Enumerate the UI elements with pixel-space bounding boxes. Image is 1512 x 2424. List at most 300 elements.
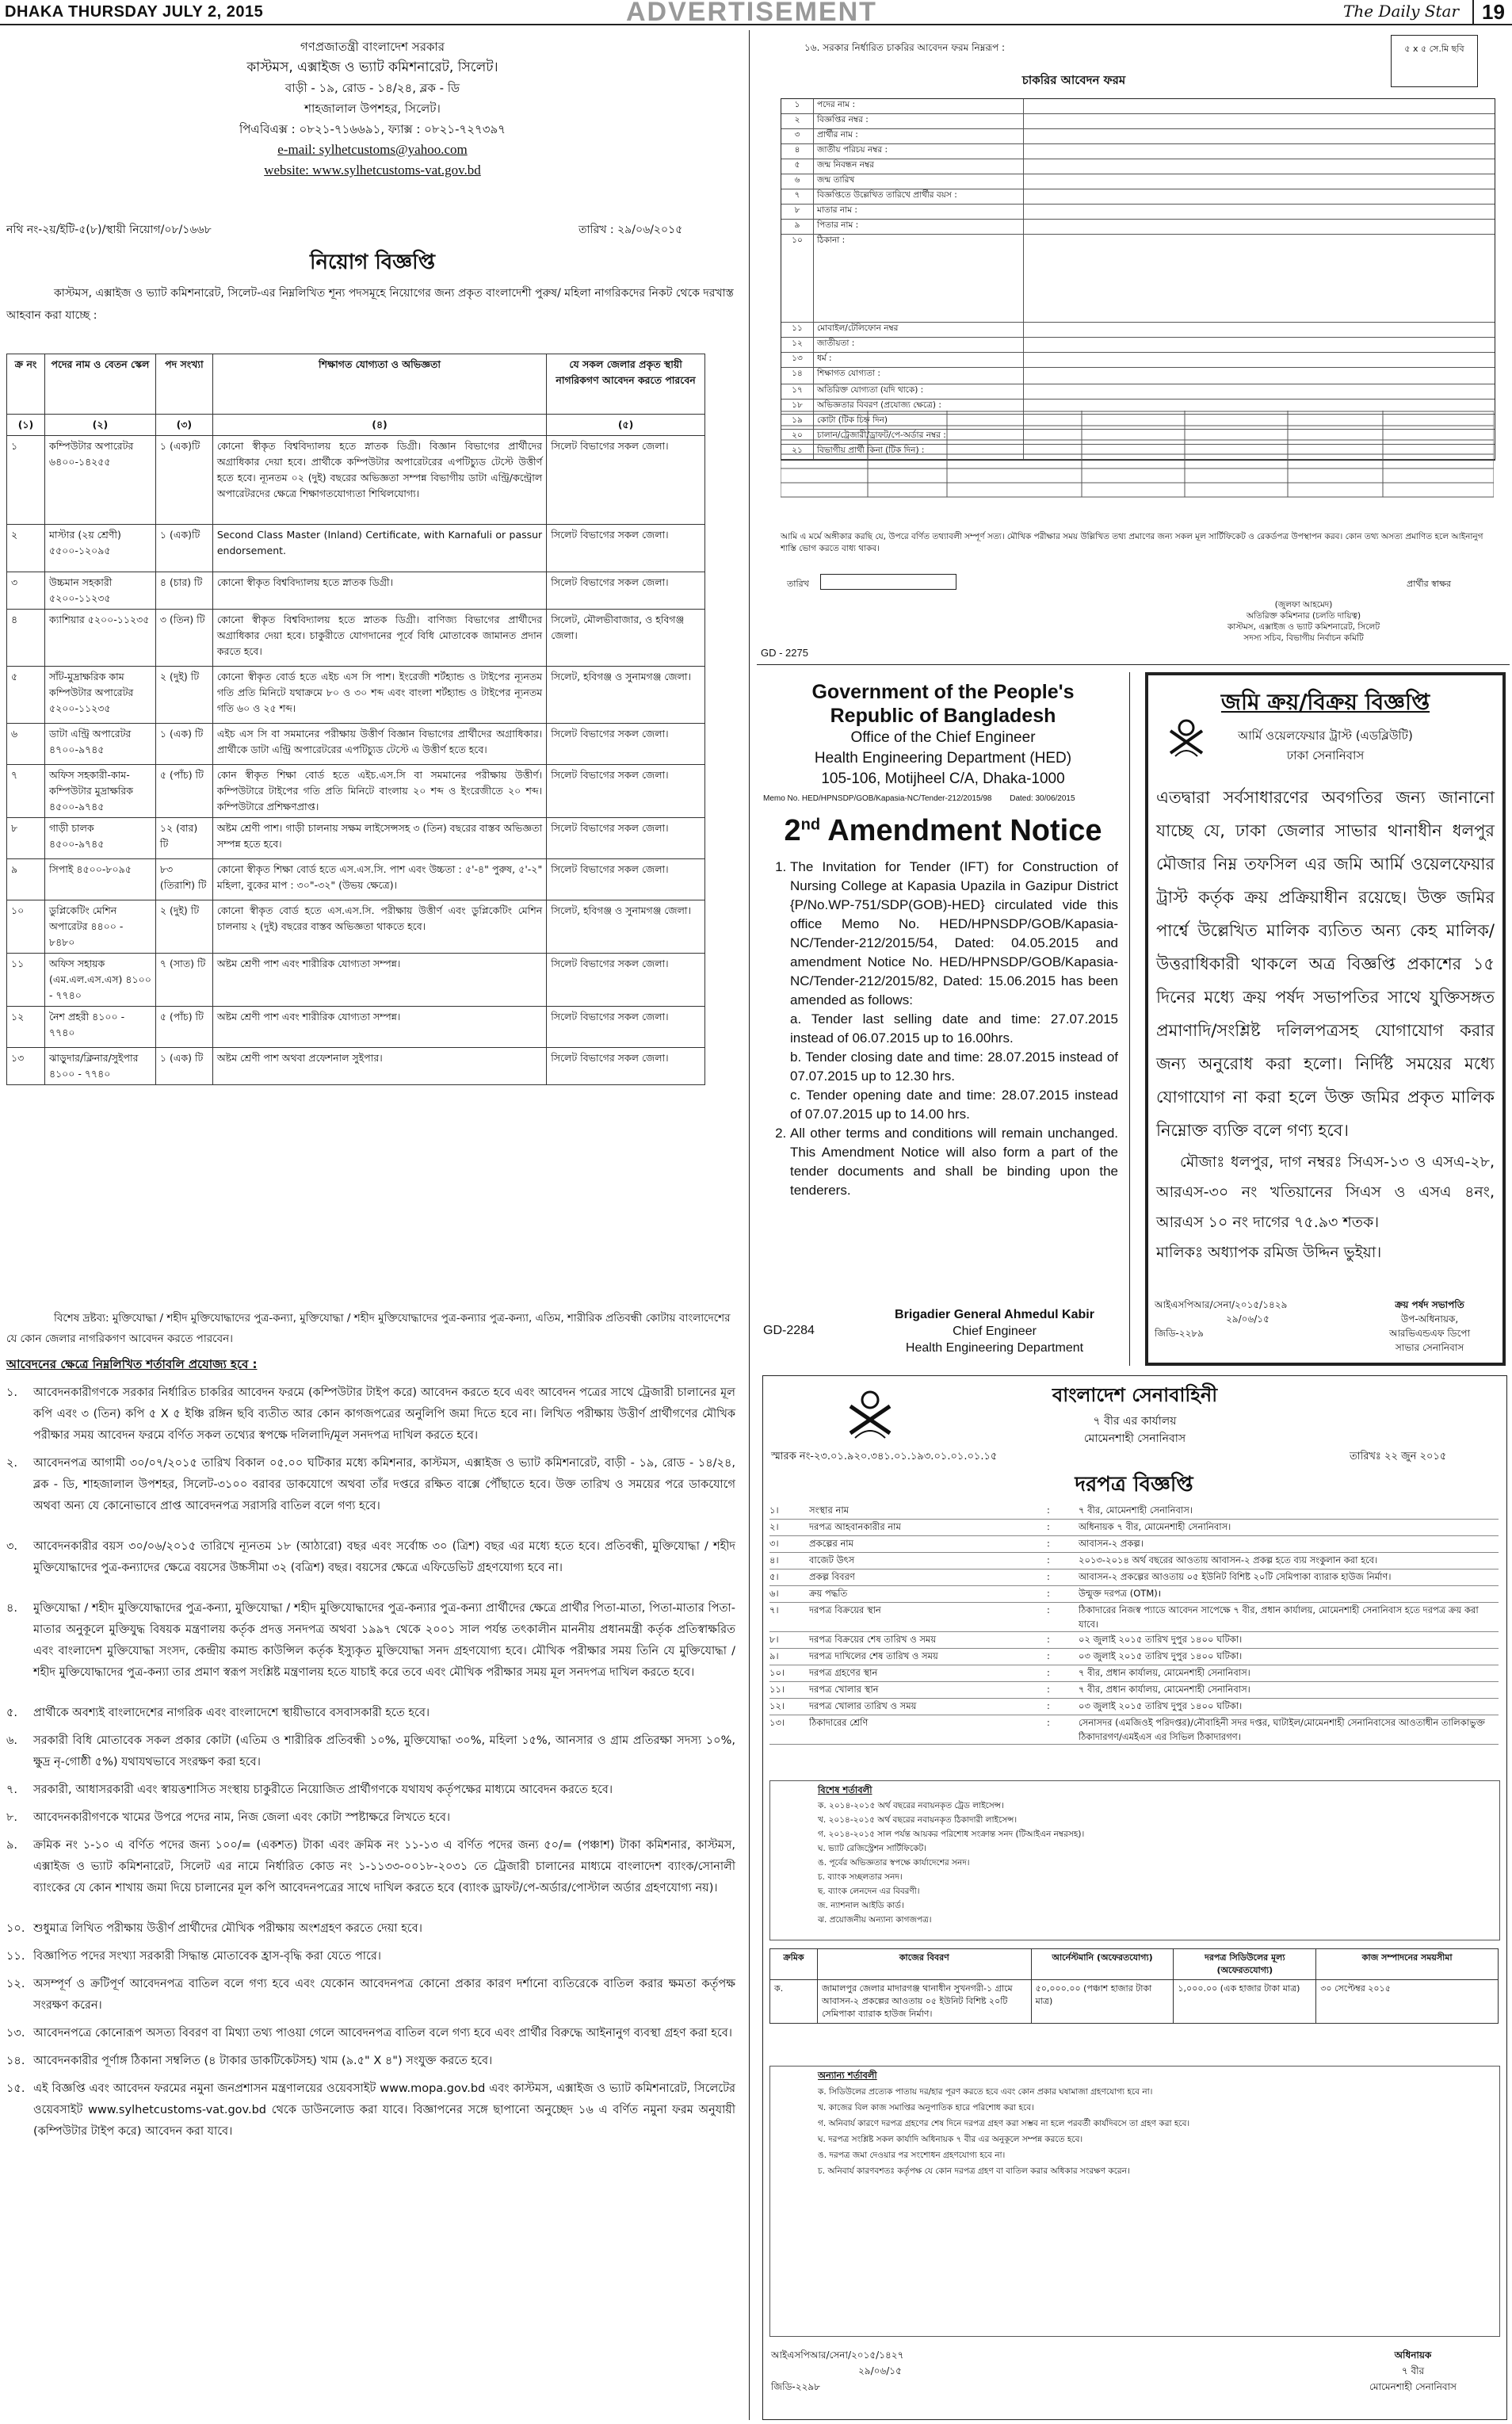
hed-memo-row (763, 794, 1123, 803)
hed-sign-name: Brigadier General Ahmedul Kabir (895, 1308, 1094, 1321)
form-row-number: ৫ (781, 159, 814, 174)
army-row-label: প্রকল্পের নাম (809, 1538, 854, 1549)
condition-item (6, 1453, 735, 1517)
work-header-row (770, 1949, 1499, 1980)
table-cell: অফিস সহকারী-কাম-কম্পিউটার মুদ্রাক্ষরিক ৪৫০০-৯৭৪৫ (44, 765, 155, 818)
army-row-value: ০২ জুলাই ২০১৫ তারিখ দুপুর ১৪০০ ঘটিকা। (1079, 1634, 1243, 1645)
col-header: পদ সংখ্যা (155, 354, 212, 415)
army-special-box (769, 1780, 1500, 1940)
work-col-header: দরপত্র সিডিউলের মূল্য (অফেরতযোগ্য) (1174, 1949, 1316, 1980)
form-field[interactable] (1024, 205, 1495, 219)
table-cell: সিলেট বিভাগের সকল জেলা। (547, 765, 705, 818)
form-date-label: তারিখ (787, 579, 809, 589)
col-header: ক্র নং (7, 354, 45, 415)
table-cell: সিপাই ৪৫০০-৮০৯৫ (44, 859, 155, 900)
form-row-label: পিতার নাম : (814, 220, 1024, 234)
form-officer (1201, 599, 1407, 644)
form-date-field[interactable] (820, 574, 956, 590)
table-cell: ১ (7, 436, 45, 525)
condition-item (6, 2078, 735, 2143)
hed-notice-text: Amendment Notice (827, 814, 1102, 847)
table-cell: অষ্টম শ্রেণী পাশ এবং শারীরিক যোগ্যতা সম্পন্ন। (212, 1007, 546, 1048)
table-cell: ৩ (তিন) টি (155, 610, 212, 667)
table-row (7, 610, 705, 667)
table-cell: গাড়ী চালক ৪৫০০-৯৭৪৫ (44, 818, 155, 859)
army-ref-no: আইএসপিআর/সেনা/২০১৫/১৪২৭ (771, 2349, 904, 2361)
army-row-colon: : (1047, 1571, 1050, 1582)
army-list-item: খ. কাজের বিল কাজ সমাপ্তির অনুপাতিক হারে পরিশোধ করা হবে। (818, 2103, 1034, 2112)
land-gd: জিডি-২২৮৯ (1155, 1328, 1204, 1339)
vacancy-table (6, 354, 705, 1085)
army-list-item: ঙ. দরপত্র জমা দেওয়ার পর সংশোধন গ্রহণযোগ্য হবে না। (818, 2151, 1006, 2160)
army-loc: মোমেনশাহী সেনানিবাস (1083, 1432, 1186, 1445)
form-signature: প্রার্থীর স্বাক্ষর (1407, 579, 1452, 589)
army-list-item: ছ. ব্যাংক লেনদেন এর বিবরণী। (818, 1887, 920, 1896)
condition-number: ৫. (6, 1707, 18, 1719)
army-row-colon: : (1047, 1634, 1050, 1645)
form-row-number: ২০ (781, 430, 814, 444)
photo-box: ৫ x ৫ সে.মি ছবি (1391, 35, 1478, 87)
table-row (7, 525, 705, 572)
army-special-list (770, 1799, 1499, 1927)
army-row-colon: : (1047, 1521, 1050, 1532)
form-row-label: জাতীয়তা : (814, 338, 1024, 352)
army-work-table-wrap (769, 1948, 1499, 2024)
hed-sign-dept: Health Engineering Department (905, 1341, 1084, 1355)
header-line: গণপ্রজাতন্ত্রী বাংলাদেশ সরকার (300, 40, 445, 54)
army-info-row (769, 1682, 1499, 1699)
table-row (7, 900, 705, 954)
form-gd: GD - 2275 (761, 647, 808, 659)
condition-number: ৭. (6, 1784, 18, 1796)
condition-number: ১৫. (6, 2082, 25, 2095)
table-cell: অফিস সহায়ক (এম.এল.এস.এস) ৪১০০ - ৭৭৪০ (44, 954, 155, 1007)
form-table (781, 98, 1495, 461)
customs-header (0, 36, 745, 181)
table-cell: ৩ (7, 572, 45, 610)
army-row-label: ক্রয় পদ্ধতি (809, 1588, 848, 1599)
table-cell: এইচ এস সি বা সমমানের পরীক্ষায় উত্তীর্ণ বিজ্ঞান বিভাগের প্রার্থীদের অগ্রাধিকার। প্রার্থীকে ডাটা এন্ট্রি অপারেটরের এপটিচ্যুড টেস্টে এ উত্তীর্ণ হতে হবে। (212, 724, 546, 765)
hed-item-text: All other terms and conditions will remain unchanged. This Amendment Notice will also form a part of the tender documents and shall be binding upon the tenderers. (790, 1126, 1118, 1198)
army-row-label: ঠিকাদারের শ্রেণি (809, 1717, 869, 1728)
hed-notice-sup: nd (800, 816, 821, 834)
army-row-colon: : (1047, 1667, 1050, 1678)
condition-text: সরকারী, আধাসরকারী এবং স্বায়ত্তশাসিত সংস্থায় চাকুরীতে নিয়োজিত প্রার্থীগণকে যথাযথ কর্তৃপক্ষের মাধ্যমে আবেদন করতে হবে। (33, 1784, 613, 1796)
condition-item (6, 1536, 735, 1579)
army-list-item: ক. ২০১৪-২০১৫ অর্থ বছরের নবায়নকৃত ট্রেড লাইসেন্স। (818, 1801, 1004, 1810)
table-cell: ডাটা এন্ট্রি অপারেটর ৪৭০০-৯৭৪৫ (44, 724, 155, 765)
army-crest-icon (842, 1386, 898, 1441)
header-line: বাড়ী - ১৯, রোড - ১৪/২৪, ব্লক - ডি (284, 81, 460, 95)
application-form (757, 30, 1510, 664)
army-info-row (769, 1649, 1499, 1665)
form-row-label: প্রার্থীর নাম : (814, 129, 1024, 143)
army-list-item: ক. সিডিউলের প্রত্যেক পাতায় দর/হার পূরণ করতে হবে এবং কোন প্রকার ঘষামাজা গ্রহণযোগ্য হবে না। (818, 2087, 1153, 2097)
table-index-row (7, 415, 705, 436)
table-cell: সিলেট, হবিগঞ্জ ও সুনামগঞ্জ জেলা। (547, 900, 705, 954)
army-row-number: ৯। (769, 1650, 779, 1661)
condition-text: আবেদনকারীগণকে খামের উপরে পদের নাম, নিজ জেলা এবং কোটা স্পষ্টাক্ষরে লিখতে হবে। (33, 1811, 451, 1824)
form-row-label: মোবাইল/টেলিফোন নম্বর (814, 323, 1024, 337)
condition-item (6, 1780, 735, 1801)
hed-sub: c. Tender opening date and time: 28.07.2015 instead of 07.07.2015 up to 14.00 hrs. (790, 1088, 1118, 1122)
army-row-label: দরপত্র খোলার স্থান (809, 1684, 879, 1695)
form-field[interactable] (1024, 189, 1495, 204)
army-signature (1334, 2347, 1492, 2395)
army-row-colon: : (1047, 1700, 1050, 1711)
army-row-colon: : (1047, 1717, 1050, 1728)
land-sign: ক্রয় পর্ষদ সভাপতি (1395, 1299, 1464, 1310)
table-cell: ৮৩ (তিরাশি) টি (155, 859, 212, 900)
table-cell: কোন স্বীকৃত শিক্ষা বোর্ড হতে এইচ.এস.সি বা সমমানের পরীক্ষায় উত্তীর্ণ। কম্পিউটারে টাইপের গতি প্রতি মিনিটে বাংলায় ২০ শব্দ ও ইংরেজীতে ২০ শব্দ। কম্পিউটারে প্রশিক্ষণপ্রাপ্ত। (212, 765, 546, 818)
table-cell: সাঁট-মুদ্রাক্ষরিক কাম কম্পিউটার অপারেটর ৫২০০-১১২৩৫ (44, 667, 155, 724)
army-row-value: সেনাসদর (এমজিওই পরিদপ্তর)/নৌবাহিনী সদর দপ্তর, ঘাটাইল/মোমেনশাহী সেনানিবাসের আওতাধীন তালিকাভুক্ত ঠিকাদারগণ/এমইএস এর সিভিল ঠিকাদারগণ। (1079, 1717, 1485, 1742)
table-row (7, 572, 705, 610)
land-mouza: মৌজাঃ ধলপুর, দাগ নম্বরঃ সিএস-১৩ ও এসএ-২৮, আরএস-৩০ নং খতিয়ানের সিএস ও এসএ ৪নং, আরএস ১০ নং দাগের ৭৫.৯৩ শতক। (1156, 1153, 1495, 1231)
form-row (781, 368, 1495, 384)
army-row-number: ৮। (769, 1634, 779, 1645)
table-cell: সিলেট বিভাগের সকল জেলা। (547, 525, 705, 572)
form-field[interactable] (1024, 159, 1495, 174)
army-other-list (770, 2084, 1499, 2179)
table-cell: উচ্চমান সহকারী ৫২০০-১১২৩৫ (44, 572, 155, 610)
army-row-value: উন্মুক্ত দরপত্র (OTM)। (1079, 1588, 1162, 1599)
condition-item (6, 1974, 735, 2017)
army-row-value: ২০১৩-২০১৪ অর্থ বছরের আওতায় আবাসন-২ প্রকল্প হতে ব্যয় সংকুলান করা হবে। (1079, 1554, 1378, 1566)
condition-number: ২. (6, 1457, 18, 1470)
land-sign: উপ-অধিনায়ক, (1400, 1313, 1459, 1325)
table-cell: কোনো স্বীকৃত বোর্ড হতে এস.এস.সি. পরীক্ষায় উত্তীর্ণ এবং ডুপ্লিকেটিং মেশিন চালনায় ২ (দুই) বছরের বাস্তব অভিজ্ঞতা থাকতে হবে। (212, 900, 546, 954)
army-title: বাংলাদেশ সেনাবাহিনী (1052, 1384, 1218, 1406)
hed-office: Office of the Chief Engineer (850, 729, 1036, 746)
form-row-label: অভিজ্ঞতার বিবরণ (প্রযোজ্য ক্ষেত্রে) : (814, 400, 1024, 414)
table-cell: কোনো স্বীকৃত বিশ্ববিদ্যালয় হতে স্নাতক ডিগ্রী। বিজ্ঞান বিভাগের প্রার্থীদের অগ্রাধিকার দেয়া হবে। প্রার্থীকে কম্পিউটার অপারেটরের এপটিচ্যুড টেস্টে উত্তীর্ণ হতে হবে। ন্যূনতম ০২ (দুই) বছরের অভিজ্ঞতা সম্পন্ন বিভাগীয় ডাটা এন্ট্রি/কন্ট্রোল অপারেটরদের ক্ষেত্রে শিক্ষাগতযোগ্যতা শিথিলযোগ্য। (212, 436, 546, 525)
work-cell: ১,০০০.০০ (এক হাজার টাকা মাত্র) (1174, 1980, 1316, 2024)
condition-number: ৮. (6, 1811, 18, 1824)
form-row-number: ৯ (781, 220, 814, 234)
form-field[interactable] (1024, 114, 1495, 128)
hed-memo-date: Dated: 30/06/2015 (1010, 794, 1075, 803)
form-row-label: চালান/ট্রেজারী/ড্রাফট/পে-অর্ডার নম্বর : (814, 430, 1024, 444)
table-cell: অষ্টম শ্রেণী পাশ এবং শারীরিক যোগ্যতা সম্পন্ন। (212, 954, 546, 1007)
form-row-label: ধর্ম : (814, 353, 1024, 367)
army-row-value: ঠিকাদারের নিজস্ব প্যাডে আবেদন সাপেক্ষে ৭ বীর, প্রধান কার্যালয়, মোমেনশাহী সেনানিবাস হতে দরপত্র ক্রয় করা যাবে। (1079, 1604, 1479, 1630)
table-cell: ১ (এক) টি (155, 1048, 212, 1085)
form-row-number: ১ (781, 99, 814, 113)
condition-number: ৩. (6, 1540, 18, 1553)
table-cell: ৯ (7, 859, 45, 900)
table-cell: সিলেট বিভাগের সকল জেলা। (547, 724, 705, 765)
table-cell: ১২ (বার) টি (155, 818, 212, 859)
form-field[interactable] (1024, 235, 1495, 322)
army-info-row (769, 1520, 1499, 1536)
table-cell: কোনো স্বীকৃত বোর্ড হতে এইচ এস সি পাশ। ইংরেজী শর্টহ্যান্ড ও টাইপের ন্যূনতম গতি প্রতি মিনিটে যথাক্রমে ৮০ ও ৩০ শব্দ এবং বাংলা শর্টহ্যান্ড ও টাইপের ন্যূনতম গতি ৬০ ও ২৫ শব্দ। (212, 667, 546, 724)
special-note: বিশেষ দ্রষ্টব্য: মুক্তিযোদ্ধা / শহীদ মুক্তিযোদ্ধাদের পুত্র-কন্যা, মুক্তিযোদ্ধা / শহীদ মুক্তিযোদ্ধাদের পুত্র-কন্যার পুত্র-কন্যা, এতিম, শারীরিক প্রতিবন্ধী কোটায় বাংলাদেশের যে কোন জেলার নাগরিকগণ আবেদন করতে পারবেন। (6, 1312, 731, 1345)
form-row-number: ২ (781, 114, 814, 128)
form-field[interactable] (1024, 353, 1495, 367)
army-ref (771, 2347, 903, 2395)
hed-title: Republic of Bangladesh (830, 705, 1056, 727)
form-row (781, 384, 1495, 400)
masthead-section: ADVERTISEMENT (626, 0, 877, 27)
form-row-number: ১৭ (781, 384, 814, 399)
table-cell: ১ (এক)টি (155, 436, 212, 525)
officer-name: (জুলফা আহমেদ) (1274, 600, 1333, 610)
land-body: এতদ্বারা সর্বসাধারণের অবগতির জন্য জানানো যাচ্ছে যে, ঢাকা জেলার সাভার থানাধীন ধলপুর মৌজার নিম্ন তফসিল এর জমি আর্মি ওয়েলফেয়ার ট্রাস্ট কর্তৃক ক্রয় প্রক্রিয়াধীন রয়েছে। উক্ত জমির পার্শ্বে উল্লেখিত মালিক ব্যতিত অন্য কেহ মালিক/উত্তরাধিকারী থাকলে অত্র বিজ্ঞপ্তি প্রকাশের ১৫ দিনের মধ্যে ক্রয় পর্ষদ সভাপতির সাথে যুক্তিসঙ্গত প্রমাণাদি/সংশ্লিষ্ট দলিলপত্রসহ যোগাযোগ করার জন্য অনুরোধ করা হলো। নির্দিষ্ট সময়ের মধ্যে যোগাযোগ না করা হলে উক্ত জমির প্রকৃত মালিক নিম্নোক্ত ব্যক্তি বলে গণ্য হবে। (1156, 788, 1495, 1140)
form-field[interactable] (1024, 144, 1495, 159)
form-row-number: ১০ (781, 235, 814, 322)
condition-text: প্রার্থীকে অবশ্যই বাংলাদেশের নাগরিক এবং বাংলাদেশে স্থায়ীভাবে বসবাসকারী হতে হবে। (33, 1707, 430, 1719)
army-sign: অধিনায়ক (1394, 2349, 1432, 2361)
army-info-table (769, 1503, 1499, 1745)
form-row-number: ১৪ (781, 368, 814, 384)
header-line: পিএবিএক্স : ০৮২১-৭১৬৬৯১, ফ্যাক্স : ০৮২১-৭২৭৩৯৭ (239, 122, 506, 136)
table-cell: সিলেট বিভাগের সকল জেলা। (547, 954, 705, 1007)
form-field[interactable] (1024, 129, 1495, 143)
form-row (781, 129, 1495, 144)
army-list-item: খ. ২০১৪-২০১৫ অর্থ বছরের নবায়নকৃত ঠিকাদারী লাইসেন্স। (818, 1815, 1018, 1825)
table-cell: সিলেট বিভাগের সকল জেলা। (547, 572, 705, 610)
form-row-number: ১৯ (781, 415, 814, 429)
table-cell: ৭ (7, 765, 45, 818)
army-row-number: ৫। (769, 1571, 779, 1582)
col-header: যে সকল জেলার প্রকৃত স্থায়ী নাগরিকগণ আবেদন করতে পারবেন (547, 354, 705, 415)
hed-gd: GD-2284 (763, 1324, 815, 1337)
table-cell: ৬ (7, 724, 45, 765)
table-cell: ১২ (7, 1007, 45, 1048)
hed-notice (757, 672, 1130, 1366)
condition-item (6, 2051, 735, 2072)
form-row-label: বিভাগীয় প্রার্থী কিনা (টিক দিন) : (814, 445, 1024, 459)
table-header-row (7, 354, 705, 415)
work-cell: জামালপুর জেলার মাদারগঞ্জ থানাধীন সুখনগরী-১ গ্রামে আবাসন-২ প্রকল্পের আওতায় ০৫ ইউনিট বিশিষ্ট ২০টি সেমিপাকা ব্যারাক হাউজ নির্মাণ। (817, 1980, 1031, 2024)
hed-notice-title (757, 814, 1129, 848)
table-cell: ২ (7, 525, 45, 572)
condition-item (6, 2023, 735, 2044)
army-info-row (769, 1699, 1499, 1715)
email-link[interactable]: e-mail: sylhetcustoms@yahoo.com (277, 142, 468, 157)
form-row-label: ঠিকানা : (814, 235, 1024, 322)
army-row-value: আবাসন-২ প্রকল্প। (1079, 1538, 1144, 1549)
table-cell: ৫ (7, 667, 45, 724)
condition-item (6, 1703, 735, 1724)
condition-text: শুধুমাত্র লিখিত পরীক্ষায় উত্তীর্ণ প্রার্থীদের মৌখিক পরীক্ষায় অংশগ্রহণ করতে দেয়া হবে। (33, 1922, 422, 1935)
form-row (781, 174, 1495, 189)
army-row-colon: : (1047, 1554, 1050, 1566)
army-row-label: দরপত্র বিক্রয়ের স্থান (809, 1604, 881, 1615)
memo-date: তারিখ : ২৯/০৬/২০১৫ (578, 224, 683, 236)
condition-number: ১২. (6, 1978, 25, 1990)
table-cell: অষ্টম শ্রেণী পাশ অথবা প্রফেশনাল সুইপার। (212, 1048, 546, 1085)
land-owner: মালিকঃ অধ্যাপক রমিজ উদ্দিন ভুইয়া। (1156, 1244, 1382, 1261)
table-cell: সিলেট, মৌলভীবাজার, ও হবিগঞ্জ জেলা। (547, 610, 705, 667)
form-row (781, 159, 1495, 174)
army-row-value: আবাসন-২ প্রকল্পের আওতায় ০৫ ইউনিট বিশিষ্ট ২০টি সেমিপাকা ব্যারাক হাউজ নির্মাণ। (1079, 1571, 1392, 1582)
form-field[interactable] (1024, 174, 1495, 189)
army-work-table (769, 1948, 1499, 2024)
table-cell: ৫ (পাঁচ) টি (155, 765, 212, 818)
form-field[interactable] (1024, 99, 1495, 113)
form-row-label: বিজ্ঞপ্তিতে উল্লেখিত তারিখে প্রার্থীর বয়স : (814, 189, 1024, 204)
army-row-colon: : (1047, 1538, 1050, 1549)
army-list-item: গ. ২০১৪-২০১৫ সাল পর্যন্ত আয়কর পরিশোধ সংক্রান্ত সনদ (টিআইএন নম্বরসহ)। (818, 1829, 1085, 1839)
army-sign: ৭ বীর (1401, 2365, 1425, 2376)
army-row-label: দরপত্র গ্রহণের স্থান (809, 1667, 878, 1678)
condition-number: ১০. (6, 1922, 25, 1935)
army-list-item: চ. অনিবার্য কারণবশতঃ কর্তৃপক্ষ যে কোন দরপত্র গ্রহণ বা বাতিল করার অধিকার সংরক্ষণ করেন। (818, 2166, 1130, 2176)
condition-item (6, 1730, 735, 1773)
table-row (7, 724, 705, 765)
table-row (7, 1007, 705, 1048)
army-memo: স্মারক নং-২৩.০১.৯২০.৩৪১.০১.১৯৩.০১.০১.০১.১৫ (771, 1451, 998, 1462)
form-row-label: অতিরিক্ত যোগ্যতা (যদি থাকে) : (814, 384, 1024, 399)
hed-item (790, 1124, 1118, 1200)
army-date: তারিখঃ ২২ জুন ২০১৫ (1350, 1451, 1447, 1462)
page-number: 19 (1472, 0, 1505, 25)
table-cell: ক্যাশিয়ার ৫২০০-১১২৩৫ (44, 610, 155, 667)
condition-text: আবেদনকারীর পূর্ণাঙ্গ ঠিকানা সম্বলিত (৪ টাকার ডাকটিকেটসহ) খাম (৯.৫" X ৪") সংযুক্ত করতে হবে। (33, 2055, 493, 2067)
customs-ad (0, 30, 745, 2420)
army-info-row (769, 1536, 1499, 1553)
work-cell: ৫০,০০০.০০ (পঞ্চাশ হাজার টাকা মাত্র) (1031, 1980, 1174, 2024)
army-row-number: ১। (769, 1504, 779, 1516)
table-cell: মাস্টার (২য় শ্রেণী) ৫৫০০-১২০৯৫ (44, 525, 155, 572)
form-row-number: ১৮ (781, 400, 814, 414)
condition-text: ক্রমিক নং ১-১০ এ বর্ণিত পদের জন্য ১০০/= (একশত) টাকা এবং ক্রমিক নং ১১-১৩ এ বর্ণিত পদের জন্য ৫০/= (পঞ্চাশ) টাকা কমিশনার, কাস্টমস, এক্সাইজ ও ভ্যাট কমিশনারেট, সিলেট এর নামে নির্ধারিত কোড নং ১-১১৩৩-০০১৮-২০৩১ তে ট্রেজারী চালানের মাধ্যমে বাংলাদেশ ব্যাংক/সোনালী ব্যাংকের যে কোন শাখায় জমা দিয়ে চালানের মূল কপি আবেদনপত্রের সাথে দাখিল করতে হবে (ব্যাংক ড্রাফট/পে-অর্ডার/পোস্টাল অর্ডার গ্রহণযোগ্য নয়)। (33, 1839, 735, 1894)
form-row-label: মাতার নাম : (814, 205, 1024, 219)
army-row-colon: : (1047, 1684, 1050, 1695)
table-cell: ৫ (পাঁচ) টি (155, 1007, 212, 1048)
work-col-header: কাজ সম্পাদনের সময়সীমা (1316, 1949, 1499, 1980)
table-row (7, 1048, 705, 1085)
hed-item-text: The Invitation for Tender (IFT) for Construction of Nursing College at Kapasia Upazila in Gazipur District {P/No.WP-751/SDP(GOB)-HED} circulated vide this office Memo No. HED/HPNSDP/GOB/Kapasia-NC/Tender-212/2015/54, Dated: 04.05.2015 and amendment Notice No. HED/HPNSDP/GOB/Kapasia-NC/Tender-212/2015/82, Dated: 15.06.2015 has been amended as follows: (790, 859, 1118, 1007)
work-col-header: ক্রমিক (770, 1949, 818, 1980)
hed-address: 105-106, Motijheel C/A, Dhaka-1000 (821, 770, 1065, 787)
table-cell: Second Class Master (Inland) Certificate, with Karnafuli or passur endorsement. (212, 525, 546, 572)
table-cell: সিলেট বিভাগের সকল জেলা। (547, 1007, 705, 1048)
condition-number: ৪. (6, 1602, 18, 1615)
army-info-row (769, 1632, 1499, 1649)
form-row (781, 99, 1495, 114)
table-cell: অষ্টম শ্রেণী পাশ। গাড়ী চালনায় সক্ষম লাইসেন্সসহ ৩ (তিন) বছরের বাস্তব অভিজ্ঞতা সম্পন্ন হতে হবে। (212, 818, 546, 859)
army-row-number: ১২। (769, 1700, 785, 1711)
condition-item (6, 1918, 735, 1940)
col-index: (১) (7, 415, 45, 436)
table-cell: ডুপ্লিকেটিং মেশিন অপারেটর ৪৪০০ - ৮৪৮০ (44, 900, 155, 954)
army-row-number: ৭। (769, 1604, 779, 1615)
army-ref-date: ২৯/০৬/১৫ (858, 2365, 902, 2376)
table-cell: ১৩ (7, 1048, 45, 1085)
website-link[interactable]: website: www.sylhetcustoms-vat.gov.bd (264, 162, 481, 178)
officer-title: অতিরিক্ত কমিশনার (চলতি দায়িত্ব) (1246, 611, 1361, 621)
officer-role: সদস্য সচিব, বিভাগীয় নির্বাচন কমিটি (1243, 633, 1364, 643)
condition-text: অসম্পূর্ণ ও ক্রটিপূর্ণ আবেদনপত্র বাতিল বলে গণ্য হবে এবং যেকোন আবেদনপত্র কোনো প্রকার কারণ দর্শানো ব্যতিরেকে বাতিল করার ক্ষমতা কর্তৃপক্ষ সংরক্ষণ করেন। (33, 1978, 735, 2012)
form-field[interactable] (1024, 384, 1495, 399)
army-info-row (769, 1503, 1499, 1520)
form-row-label: শিক্ষাগত যোগ্যতা : (814, 368, 1024, 384)
form-row-number: ১৩ (781, 353, 814, 367)
condition-text: আবেদনকারীর বয়স ৩০/০৬/২০১৫ তারিখে ন্যূনতম ১৮ (আঠারো) বছর এবং সর্বোচ্চ ৩০ (ত্রিশ) বছর এর মধ্যে হতে হবে। প্রতিবন্ধী, মুক্তিযোদ্ধা / শহীদ মুক্তিযোদ্ধাদের পুত্র-কন্যাদের ক্ষেত্রে বয়সের উচ্চসীমা ৩২ (বত্রিশ) বছর। বয়সের ক্ষেত্রে এফিডেভিট গ্রহণযোগ্য হবে না। (33, 1540, 735, 1574)
condition-text: বিজ্ঞাপিত পদের সংখ্যা সরকারী সিদ্ধান্ত মোতাবেক হ্রাস-বৃদ্ধি করা যেতে পারে। (33, 1950, 381, 1963)
table-cell: ঝাড়ুদার/ক্লিনার/সুইপার ৪১০০ - ৭৭৪০ (44, 1048, 155, 1085)
col-header: পদের নাম ও বেতন স্কেল (44, 354, 155, 415)
army-row-value: ৭ বীর, প্রধান কার্যালয়, মোমেনশাহী সেনানিবাস। (1079, 1684, 1250, 1695)
army-list-item: ঘ. দরপত্র সংশ্লিষ্ট সকল কার্যাদি অধিনায়ক ৭ বীর এর অনুকূলে সম্পন্ন করতে হবে। (818, 2135, 1083, 2144)
hed-notice-ordinal: 2 (784, 814, 801, 847)
form-row-number: ৪ (781, 144, 814, 159)
army-row-colon: : (1047, 1604, 1050, 1615)
form-field[interactable] (1024, 368, 1495, 384)
land-sign: সাভার সেনানিবাস (1395, 1342, 1464, 1353)
army-tender (762, 1375, 1507, 2420)
form-row-number: ৩ (781, 129, 814, 143)
hed-signature (868, 1306, 1121, 1356)
table-cell: সিলেট বিভাগের সকল জেলা। (547, 859, 705, 900)
table-cell: ১১ (7, 954, 45, 1007)
army-list-item: ঘ. ভ্যাট রেজিস্ট্রেশন সার্টিফিকেট। (818, 1844, 926, 1853)
form-row-label: জাতীয় পরিচয় নম্বর : (814, 144, 1024, 159)
army-list-item: ঝ. প্রয়োজনীয় অন্যান্য কাগজপত্র। (818, 1915, 932, 1925)
form-row (781, 338, 1495, 353)
col-index: (৪) (212, 415, 546, 436)
table-row (7, 859, 705, 900)
hed-header (757, 680, 1129, 790)
divider (757, 664, 1510, 665)
army-emblem-icon (1164, 715, 1208, 759)
army-info-row (769, 1569, 1499, 1586)
table-row (7, 765, 705, 818)
work-row (770, 1980, 1499, 2024)
conditions-title: আবেদনের ক্ষেত্রে নিম্নলিখিত শর্তাবলি প্রযোজ্য হবে : (6, 1357, 258, 1371)
notice-intro: কাস্টমস, এক্সাইজ ও ভ্যাট কমিশনারেট, সিলেট-এর নিম্নলিখিত শূন্য পদসমূহে নিয়োগের জন্য প্রকৃত বাংলাদেশী পুরুষ/ মহিলা নাগরিকদের নিকট থেকে দরখাস্ত আহবান করা যাচ্ছে : (6, 287, 734, 322)
table-cell: সিলেট, হবিগঞ্জ ও সুনামগঞ্জ জেলা। (547, 667, 705, 724)
table-row (7, 436, 705, 525)
condition-text: আবেদনকারীগণকে সরকার নির্ধারিত চাকরির আবেদন ফরমে (কম্পিউটার টাইপ করে) আবেদন করতে হবে এবং আবেদন পত্রের সাথে ট্রেজারী চালানের মূল কপি এবং ৩ (তিন) কপি ৫ X ৫ ইঞ্চি রঙ্গিন ছবি ব্যতীত আর কোন কাগজপত্রের অনুলিপি জমা দিতে হবে না। লিখিত পরীক্ষায় উত্তীর্ণ প্রার্থীগণের মৌখিক পরীক্ষার সময় আবেদন ফরমে বর্ণিত সকল তথ্যের স্বপক্ষে দলিলাদি/মূল সনদপত্র দাখিল করতে হবে। (33, 1386, 735, 1442)
form-field[interactable] (1024, 323, 1495, 337)
form-row-label: জন্ম তারিখ (814, 174, 1024, 189)
table-cell: ১০ (7, 900, 45, 954)
table-row (7, 818, 705, 859)
army-gd: জিডি-২২৯৮ (771, 2381, 820, 2392)
header-line: কাস্টমস, এক্সাইজ ও ভ্যাট কমিশনারেট, সিলেট। (246, 59, 498, 75)
vacancy-table-wrap (6, 354, 705, 1085)
condition-number: ৬. (6, 1734, 18, 1747)
work-cell: ৩০ সেপ্টেম্বর ২০১৫ (1316, 1980, 1499, 2024)
form-row (781, 220, 1495, 235)
land-signature (1362, 1298, 1497, 1355)
table-cell: ২ (দুই) টি (155, 667, 212, 724)
condition-item (6, 1835, 735, 1899)
col-index: (৩) (155, 415, 212, 436)
army-special-title: বিশেষ শর্তাবলী (818, 1784, 872, 1795)
army-info-row (769, 1553, 1499, 1569)
form-row-label: কোটা (টিক চিহ্ন দিন) (814, 415, 1024, 429)
table-cell: ৪ (7, 610, 45, 667)
army-other-title: অন্যান্য শর্তাবলী (818, 2070, 877, 2081)
form-field[interactable] (1024, 338, 1495, 352)
army-sign: মোমেনশাহী সেনানিবাস (1369, 2381, 1457, 2392)
army-info-row (769, 1715, 1499, 1745)
table-cell: ১ (এক) টি (155, 724, 212, 765)
land-sign: আরভিএন্ডএফ ডিপো (1388, 1328, 1471, 1339)
condition-number: ১৪. (6, 2055, 25, 2067)
army-row-value: ০৩ জুলাই ২০১৫ তারিখ দুপুর ১৪০০ ঘটিকা। (1079, 1700, 1243, 1711)
condition-number: ১. (6, 1386, 18, 1399)
army-row-label: সংস্থার নাম (809, 1504, 850, 1516)
form-field[interactable] (1024, 220, 1495, 234)
table-cell: ১ (এক)টি (155, 525, 212, 572)
masthead-dateline: DHAKA THURSDAY JULY 2, 2015 (5, 3, 264, 21)
